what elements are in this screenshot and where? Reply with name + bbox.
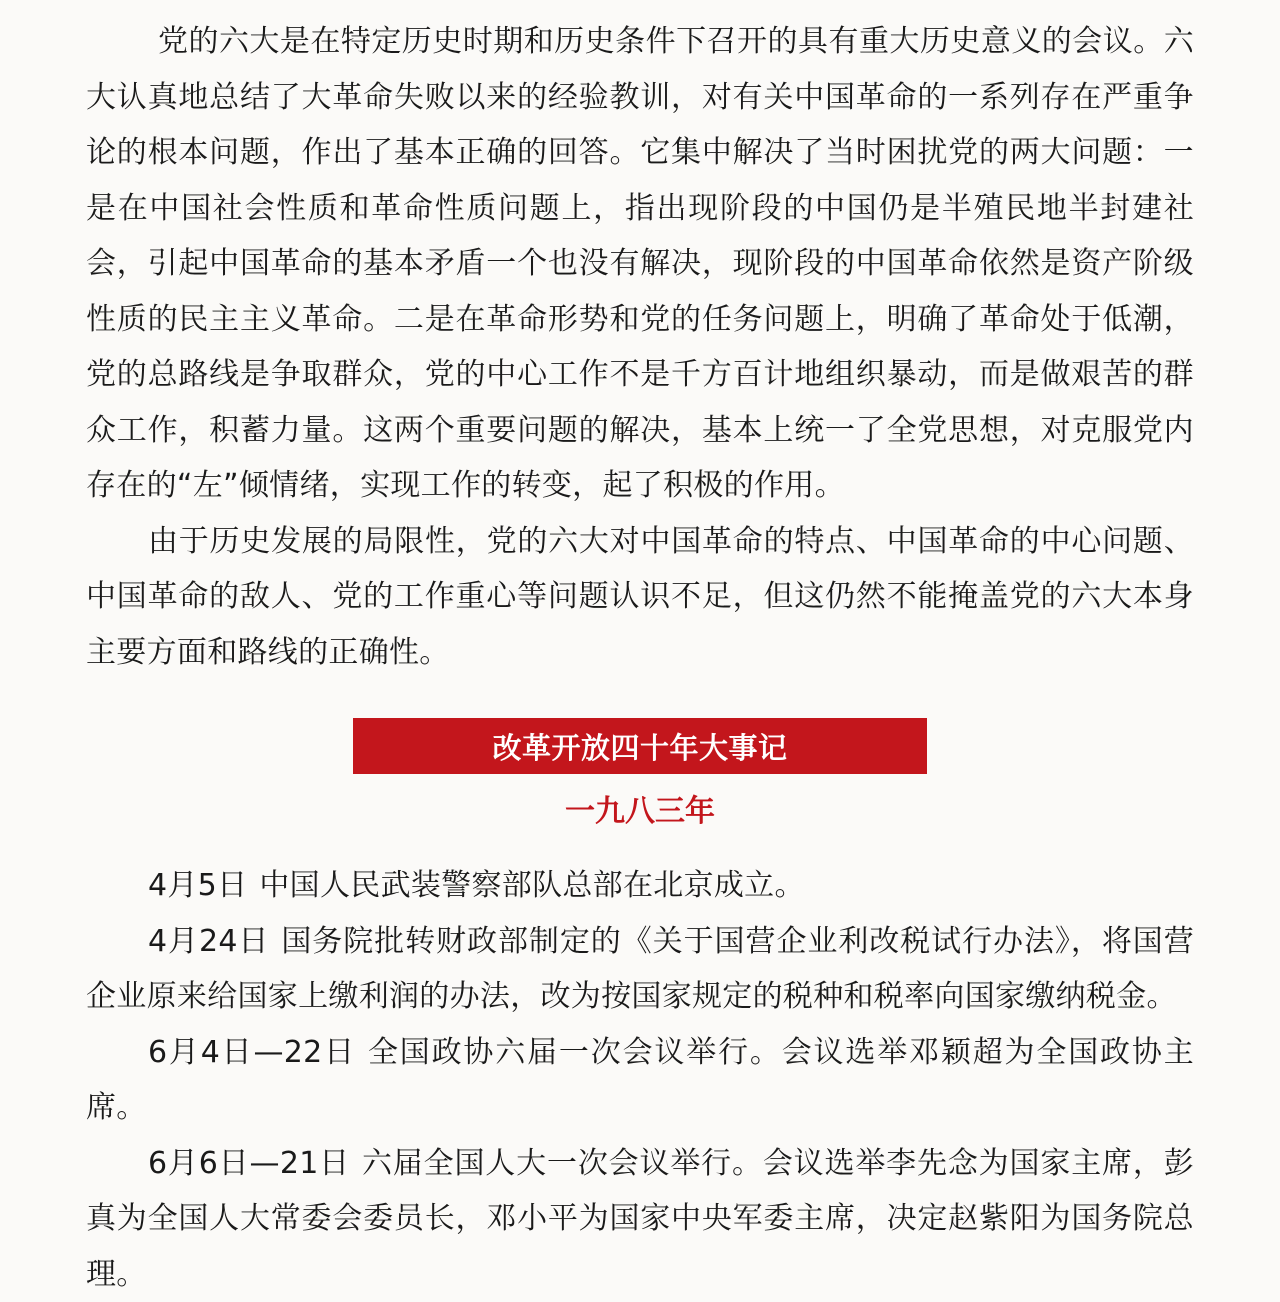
event-date: 4月5日 — [148, 868, 247, 903]
event-date: 6月4日—22日 — [148, 1035, 356, 1070]
article-paragraph-1: 党的六大是在特定历史时期和历史条件下召开的具有重大历史意义的会议。六大认真地总结了大革命失败以来的经验教训，对有关中国革命的一系列存在严重争论的根本问题，作出了基本正确的回答。它集中解决了当时困扰党的两大问题：一是在中国社会性质和革命性质问题上，指出现阶段的中国仍是半殖民地半封建社会，引起中国革命的基本矛盾一个也没有解决，现阶段的中国革命依然是资产阶级性质的民主主义革命。二是在革命形势和党的任务问题上，明确了革命处于低潮，党的总路线是争取群众，党的中心工作不是千方百计地组织暴动，而是做艰苦的群众工作，积蓄力量。这两个重要问题的解决，基本上统一了全党思想，对克服党内存在的“左”倾情绪，实现工作的转变，起了积极的作用。 — [86, 14, 1194, 514]
event-item — [86, 1025, 1194, 1136]
section-banner-wrap — [86, 718, 1194, 774]
event-item — [86, 914, 1194, 1025]
event-item — [86, 858, 1194, 914]
event-text: 国务院批转财政部制定的《关于国营企业利改税试行办法》，将国营企业原来给国家上缴利润的办法，改为按国家规定的税种和税率向国家缴纳税金。 — [86, 924, 1194, 1015]
event-list — [86, 858, 1194, 1302]
article-paragraph-2: 由于历史发展的局限性，党的六大对中国革命的特点、中国革命的中心问题、中国革命的敌人、党的工作重心等问题认识不足，但这仍然不能掩盖党的六大本身主要方面和路线的正确性。 — [86, 514, 1194, 681]
year-heading: 一九八三年 — [86, 792, 1194, 832]
event-date: 6月6日—21日 — [148, 1146, 350, 1181]
event-text: 六届全国人大一次会议举行。会议选举李先念为国家主席，彭真为全国人大常委会委员长，邓小平为国家中央军委主席，决定赵紫阳为国务院总理。 — [86, 1146, 1194, 1292]
event-item — [86, 1136, 1194, 1302]
event-text: 全国政协六届一次会议举行。会议选举邓颖超为全国政协主席。 — [86, 1035, 1194, 1126]
section-banner: 改革开放四十年大事记 — [353, 718, 927, 774]
event-text: 中国人民武装警察部队总部在北京成立。 — [259, 868, 804, 903]
event-date: 4月24日 — [148, 924, 269, 959]
